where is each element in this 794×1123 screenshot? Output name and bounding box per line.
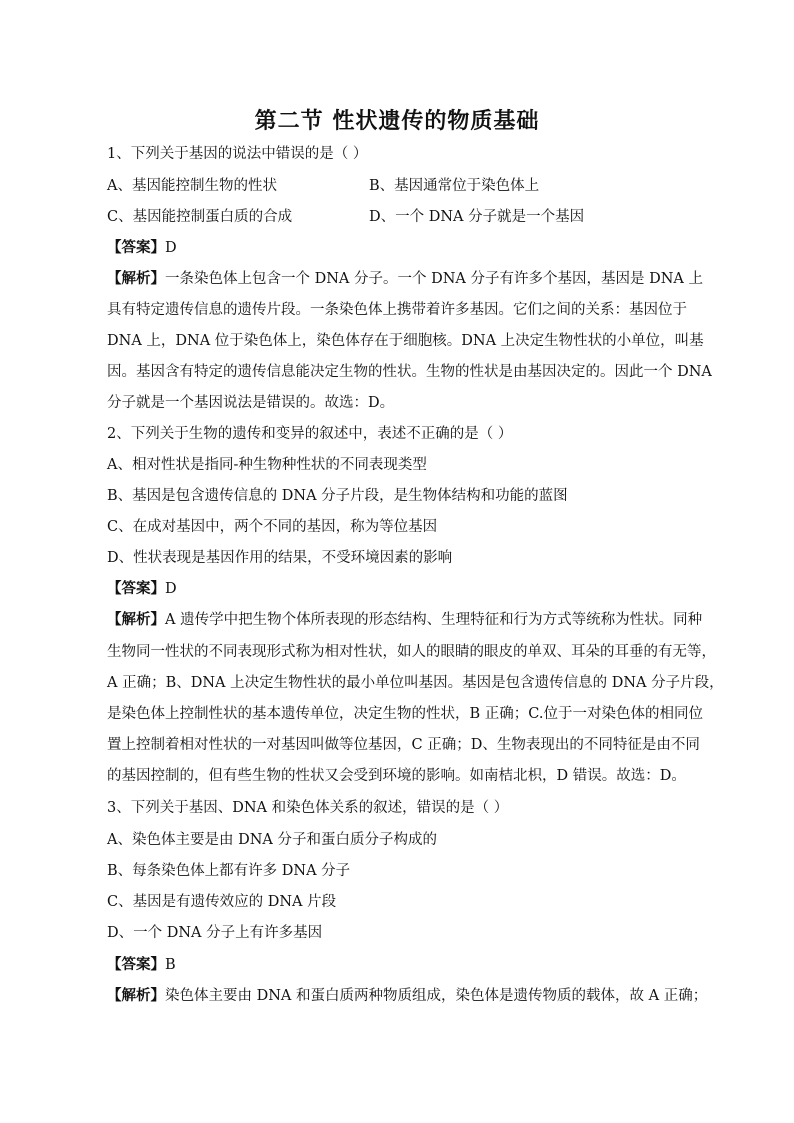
question-3-option-d: D、一个 DNA 分子上有许多基因 [107,925,323,941]
question-2-analysis-line: A 正确；B、DNA 上决定生物性状的最小单位叫基因。基因是包含遗传信息的 DNA 分子片段， [107,675,724,691]
question-2-analysis-line: 置上控制着相对性状的一对基因叫做等位基因，C 正确；D、生物表现出的不同特征是由不同 [107,737,700,753]
question-3-analysis-line [107,986,708,1006]
question-1-option-c: C、基因能控制蛋白质的合成 [107,209,293,225]
question-3-option-c: C、基因是有遗传效应的 DNA 片段 [107,894,337,910]
question-2-analysis-line [107,610,703,630]
question-1-option-d: D、一个 DNA 分子就是一个基因 [369,209,585,225]
question-1-analysis-line: 因。基因含有特定的遗传信息能决定生物的性状。生物的性状是由基因决定的。因此一个 DNA [107,364,712,380]
question-2-option-a: A、相对性状是指同-种生物种性状的不同表现类型 [107,457,427,473]
answer-tag: 【答案】 [107,580,165,597]
question-1-analysis-line: DNA 上，DNA 位于染色体上，染色体存在于细胞核。DNA 上决定生物性状的小单位，叫基 [107,333,704,349]
question-1-option-b: B、基因通常位于染色体上 [369,178,540,194]
question-2-analysis-line: 是染色体上控制性状的基本遗传单位，决定生物的性状，B 正确；C.位于一对染色体的相同位 [107,706,703,722]
question-3-stem: 3、下列关于基因、DNA 和染色体关系的叙述，错误的是（ ） [107,800,509,816]
analysis-text: 染色体主要由 DNA 和蛋白质两种物质组成，染色体是遗传物质的载体，故 A 正确； [165,988,708,1004]
answer-value: B [165,957,176,973]
answer-value: D [165,581,177,597]
question-3-answer [107,955,687,975]
analysis-text: A 遗传学中把生物个体所表现的形态结构、生理特征和行为方式等统称为性状。同种 [165,612,703,628]
question-2-option-c: C、在成对基因中，两个不同的基因，称为等位基因 [107,519,438,535]
question-1-option-a: A、基因能控制生物的性状 [107,178,277,194]
question-1-analysis-line: 具有特定遗传信息的遗传片段。一条染色体上携带着许多基因。它们之间的关系：基因位于 [107,302,687,318]
question-1-analysis-line: 分子就是一个基因说法是错误的。故选：D。 [107,395,395,411]
question-2-option-d: D、性状表现是基因作用的结果，不受环境因素的影响 [107,550,453,566]
analysis-text: 一条染色体上包含一个 DNA 分子。一个 DNA 分子有许多个基因，基因是 DNA 上 [165,271,704,287]
answer-value: D [165,240,177,256]
question-2-analysis-line: 生物同一性状的不同表现形式称为相对性状，如人的眼睛的眼皮的单双、耳朵的耳垂的有无等， [107,644,716,660]
question-2-analysis-line: 的基因控制的，但有些生物的性状又会受到环境的影响。如南桔北枳，D 错误。故选：D。 [107,768,686,784]
page-title: 第二节 性状遗传的物质基础 [254,108,540,134]
analysis-tag: 【解析】 [107,611,165,628]
analysis-tag: 【解析】 [107,987,165,1004]
question-3-option-b: B、每条染色体上都有许多 DNA 分子 [107,863,351,879]
question-1-answer [107,238,687,258]
question-1-analysis-line [107,269,704,289]
answer-tag: 【答案】 [107,956,165,973]
question-2-answer [107,579,687,599]
analysis-tag: 【解析】 [107,270,165,287]
answer-tag: 【答案】 [107,239,165,256]
question-2-option-b: B、基因是包含遗传信息的 DNA 分子片段，是生物体结构和功能的蓝图 [107,488,568,504]
question-2-stem: 2、下列关于生物的遗传和变异的叙述中，表述不正确的是（ ） [107,426,513,442]
question-1-stem: 1、下列关于基因的说法中错误的是（ ） [107,146,368,162]
question-3-option-a: A、染色体主要是由 DNA 分子和蛋白质分子构成的 [107,832,437,848]
